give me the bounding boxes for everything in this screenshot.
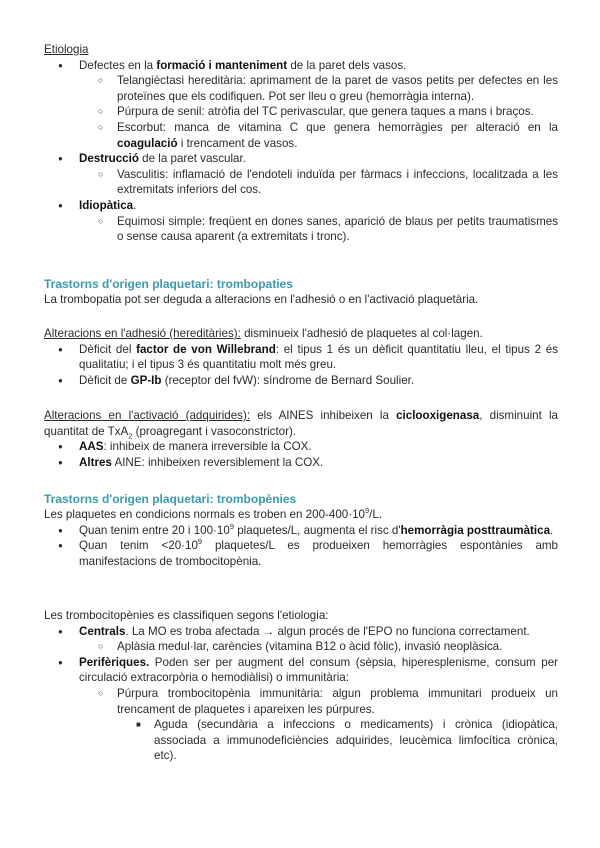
bullet-icon: ● bbox=[58, 457, 63, 467]
list-item: ○ Telangièctasi hereditària: aprimament de la paret de vasos petits per defectes en les proteïnes que els codifiquen. Pot ser lleu o greu (hemorràgia interna). bbox=[98, 74, 558, 103]
trombopenies-intro: Les plaquetes en condicions normals es troben en $200-400\cdot 10^9/L$. bbox=[44, 506, 383, 521]
classificacio-intro: Les trombocitopènies es classifiquen segons l'etiologia: bbox=[44, 609, 329, 622]
bullet-icon: ● bbox=[58, 344, 63, 354]
list-item: ○ Púrpura de senil: atròfia del TC perivascular, que genera taques a mans i braços. bbox=[98, 105, 534, 119]
list-item: ○ Escorbut: manca de vitamina C que genera hemorràgies per alteració en la coagulació i trencament de vasos. bbox=[98, 120, 558, 150]
adhesio-section bbox=[44, 326, 558, 388]
list-item: ● Defectes en la formació i manteniment de la paret dels vasos. bbox=[58, 58, 407, 72]
adhesio-list bbox=[44, 342, 558, 389]
adhesio-paragraph: Alteracions en l'adhesió (hereditàries): disminueix l'adhesió de plaquetes al col·lagen. bbox=[44, 327, 483, 340]
circle-bullet-icon: ○ bbox=[98, 168, 104, 179]
bullet-icon: ● bbox=[58, 60, 63, 70]
trombopaties-title: Trastorns d'origen plaquetari: trombopaties bbox=[44, 277, 293, 291]
etiologia-heading: Etiologia bbox=[44, 43, 89, 56]
list-item: ○ Equimosi simple: freqüent en dones sanes, aparició de blaus per petits traumatismes o sense causa aparent (a extremitats i tronc). bbox=[98, 214, 558, 244]
etiologia-list bbox=[44, 58, 558, 245]
circle-bullet-icon: ○ bbox=[98, 121, 104, 132]
circle-bullet-icon: ○ bbox=[98, 106, 104, 117]
classificacio-section bbox=[44, 608, 558, 764]
list-item: ● Perifèriques. Poden ser per augment del consum (sèpsia, hiperesplenisme, consum per circulació extracorpòria o hemodiàlisi) o immunitària: bbox=[58, 655, 558, 685]
circle-bullet-icon: ○ bbox=[98, 641, 104, 652]
trombopaties-intro: La trombopatia pot ser deguda a alteracions en l'adhesió o en l'activació plaquetària. bbox=[44, 293, 479, 306]
list-item: ● Quan tenim $<20\cdot 10^9$ plaquetes/L es produeixen hemorràgies espontànies amb manifestacions de trombocitopènia. bbox=[58, 537, 559, 568]
bullet-icon: ● bbox=[58, 375, 63, 385]
list-item: ○ Vasculitis: inflamació de l'endoteli induïda per fàrmacs i infeccions, localitzada a les extremitats inferiors del cos. bbox=[98, 167, 558, 197]
list-item: ● Dèficit de GP-Ib (receptor del fvW): síndrome de Bernard Soulier. bbox=[58, 373, 415, 387]
circle-bullet-icon: ○ bbox=[98, 215, 104, 226]
activacio-paragraph: Alteracions en l'activació (adquirides): els AINES inhibeixen la ciclooxigenasa, disminuint la quantitat de TxA$_2$ (proagregant i vasoconstrictor). bbox=[44, 409, 558, 440]
circle-bullet-icon: ○ bbox=[98, 75, 104, 86]
trombopenies-title: Trastorns d'origen plaquetari: trombopènies bbox=[44, 492, 297, 506]
bullet-icon: ● bbox=[58, 541, 63, 551]
etiologia-section bbox=[44, 42, 558, 245]
list-item: ● Quan tenim entre 20 i $100\cdot 10^9$ plaquetes/L, augmenta el risc d'hemorràgia posttraumàtica. bbox=[58, 521, 554, 537]
classificacio-list bbox=[44, 624, 558, 764]
square-bullet-icon: ■ bbox=[136, 720, 141, 730]
trombopaties-section bbox=[44, 276, 558, 308]
list-item: ● Idiopàtica. bbox=[58, 198, 137, 212]
list-item: ● Altres AINE: inhibeixen reversiblement la COX. bbox=[58, 455, 324, 469]
bullet-icon: ● bbox=[58, 200, 63, 210]
bullet-icon: ● bbox=[58, 657, 63, 667]
trombopenies-section bbox=[44, 491, 558, 569]
list-item: ● Dèficit del factor de von Willebrand: el tipus 1 és un dèficit quantitatiu lleu, el tipus 2 és qualitatiu; i el tipus 3 és quantitatiu molt més greu. bbox=[58, 342, 558, 372]
bullet-icon: ● bbox=[58, 626, 63, 636]
trombopenies-list bbox=[44, 523, 558, 570]
bullet-icon: ● bbox=[58, 525, 63, 535]
list-item: ● Destrucció de la paret vascular. bbox=[58, 152, 246, 166]
list-item: ○ Aplàsia medul·lar, carències (vitamina B12 o àcid fòlic), invasió neoplàsica. bbox=[98, 640, 503, 654]
list-item: ○ Púrpura trombocitopènia immunitària: algun problema immunitari produeix un trencament de plaquetes i apareixen les púrpures. bbox=[98, 686, 558, 716]
circle-bullet-icon: ○ bbox=[98, 687, 104, 698]
list-item: ● Centrals. La MO es troba afectada → algun procés de l'EPO no funciona correctament. bbox=[58, 624, 530, 638]
bullet-icon: ● bbox=[58, 442, 63, 452]
bullet-icon: ● bbox=[58, 154, 63, 164]
list-item: ● AAS: inhibeix de manera irreversible la COX. bbox=[58, 440, 312, 454]
activacio-section bbox=[44, 408, 558, 470]
activacio-list bbox=[44, 439, 558, 470]
list-item: ■ Aguda (secundària a infeccions o medicaments) i crònica (idiopàtica, associada a immunodeficiències adquirides, leucèmica limfocítica crònica, etc). bbox=[136, 718, 558, 763]
